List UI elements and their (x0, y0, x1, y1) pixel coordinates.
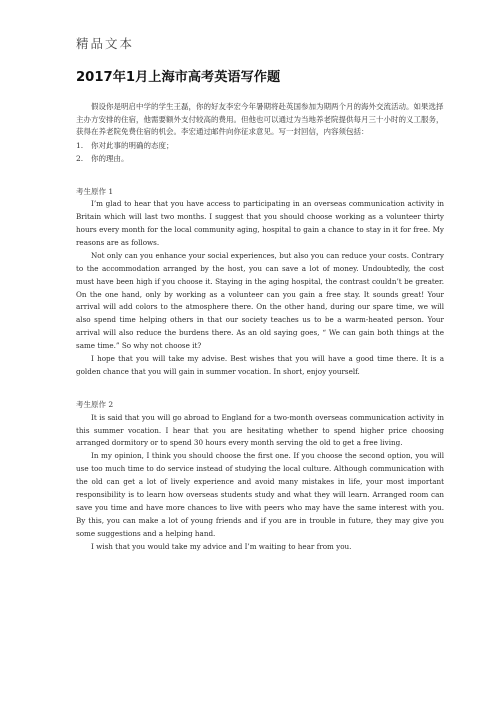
prompt-intro: 假设你是明启中学的学生王磊，你的好友李宏今年暑期将赴英国参加为期两个月的海外交流活动。如果选择主办方安排的住宿，他需要额外支付较高的费用。但他也可以通过为当地养老院提供每月三十小时的义工服务，获得在养老院免费住宿的机会。李宏通过邮件向你征求意见。写一封回信，内容须包括： (76, 102, 444, 137)
prompt-requirements (76, 140, 444, 165)
essay-paragraph: I hope that you will take my advise. Best wishes that you will have a good time there. It is a golden chance that you will gain in summer vocation. In short, enjoy yourself. (76, 354, 444, 376)
essay-paragraph: In my opinion, I think you should choose the first one. If you choose the second option, you will use too much time to do service instead of studying the local culture. Although communication with the old can get a lot of lively experience and avoid many mistakes in life, your most important responsibility is to learn how overseas students study and what they will learn. Arranged room can save you time and have more chances to live with peers who may have the same interest with you. By this, you can make a lot of young friends and if you are in trouble in future, they may give you some suggestions and a helping hand. (76, 451, 444, 538)
essay-paragraph: It is said that you will go abroad to England for a two-month overseas communication activity in this summer vocation. I hear that you are hesitating whether to spend higher price choosing arranged dormitory or to spend 30 hours every month serving the old to get a free living. (76, 412, 444, 448)
essay-label: 考生原作 1 (76, 186, 114, 196)
list-item (76, 153, 444, 166)
essay-paragraph: I wish that you would take my advice and I’m waiting to hear from you. (91, 541, 352, 551)
essay-1 (76, 186, 444, 379)
list-item-number: 1. (76, 141, 84, 151)
list-item-number: 2. (76, 153, 84, 163)
page-title: 2017年1月上海市高考英语写作题 (76, 70, 281, 85)
list-item-text: 你对此事的明确的态度； (91, 141, 174, 151)
essay-paragraph: I’m glad to hear that you have access to participating in an overseas communication activity in Britain which will last two months. I suggest that you should choose working as a volunteer thirty hours every month for the local community aging, hospital to gain a chance to stay in it for free. My reasons are as follows. (76, 199, 444, 247)
essay-paragraph: Not only can you enhance your social experiences, but also you can reduce your costs. Contrary to the accommodation arranged by the host, you can save a lot of money. Undoubtedly, the cost must have been high if you choose it. Staying in the aging hospital, the contrast couldn’t be greater. On the one hand, only by working as a volunteer can you gain a free stay. It sounds great! Your arrival will add colors to the atmosphere there. On the other hand, during our spare time, we will also spend time helping others in that our society teaches us to be a warm-heated person. Your arrival will also reduce the burdens there. As an old saying goes, “ We can gain both things at the same time.” So why not choose it? (76, 250, 444, 351)
essay-2 (76, 399, 444, 554)
list-item-text: 你的理由。 (91, 153, 129, 163)
essay-label: 考生原作 2 (76, 399, 114, 409)
page-header: 精品文本 (76, 36, 135, 51)
list-item (76, 140, 444, 153)
